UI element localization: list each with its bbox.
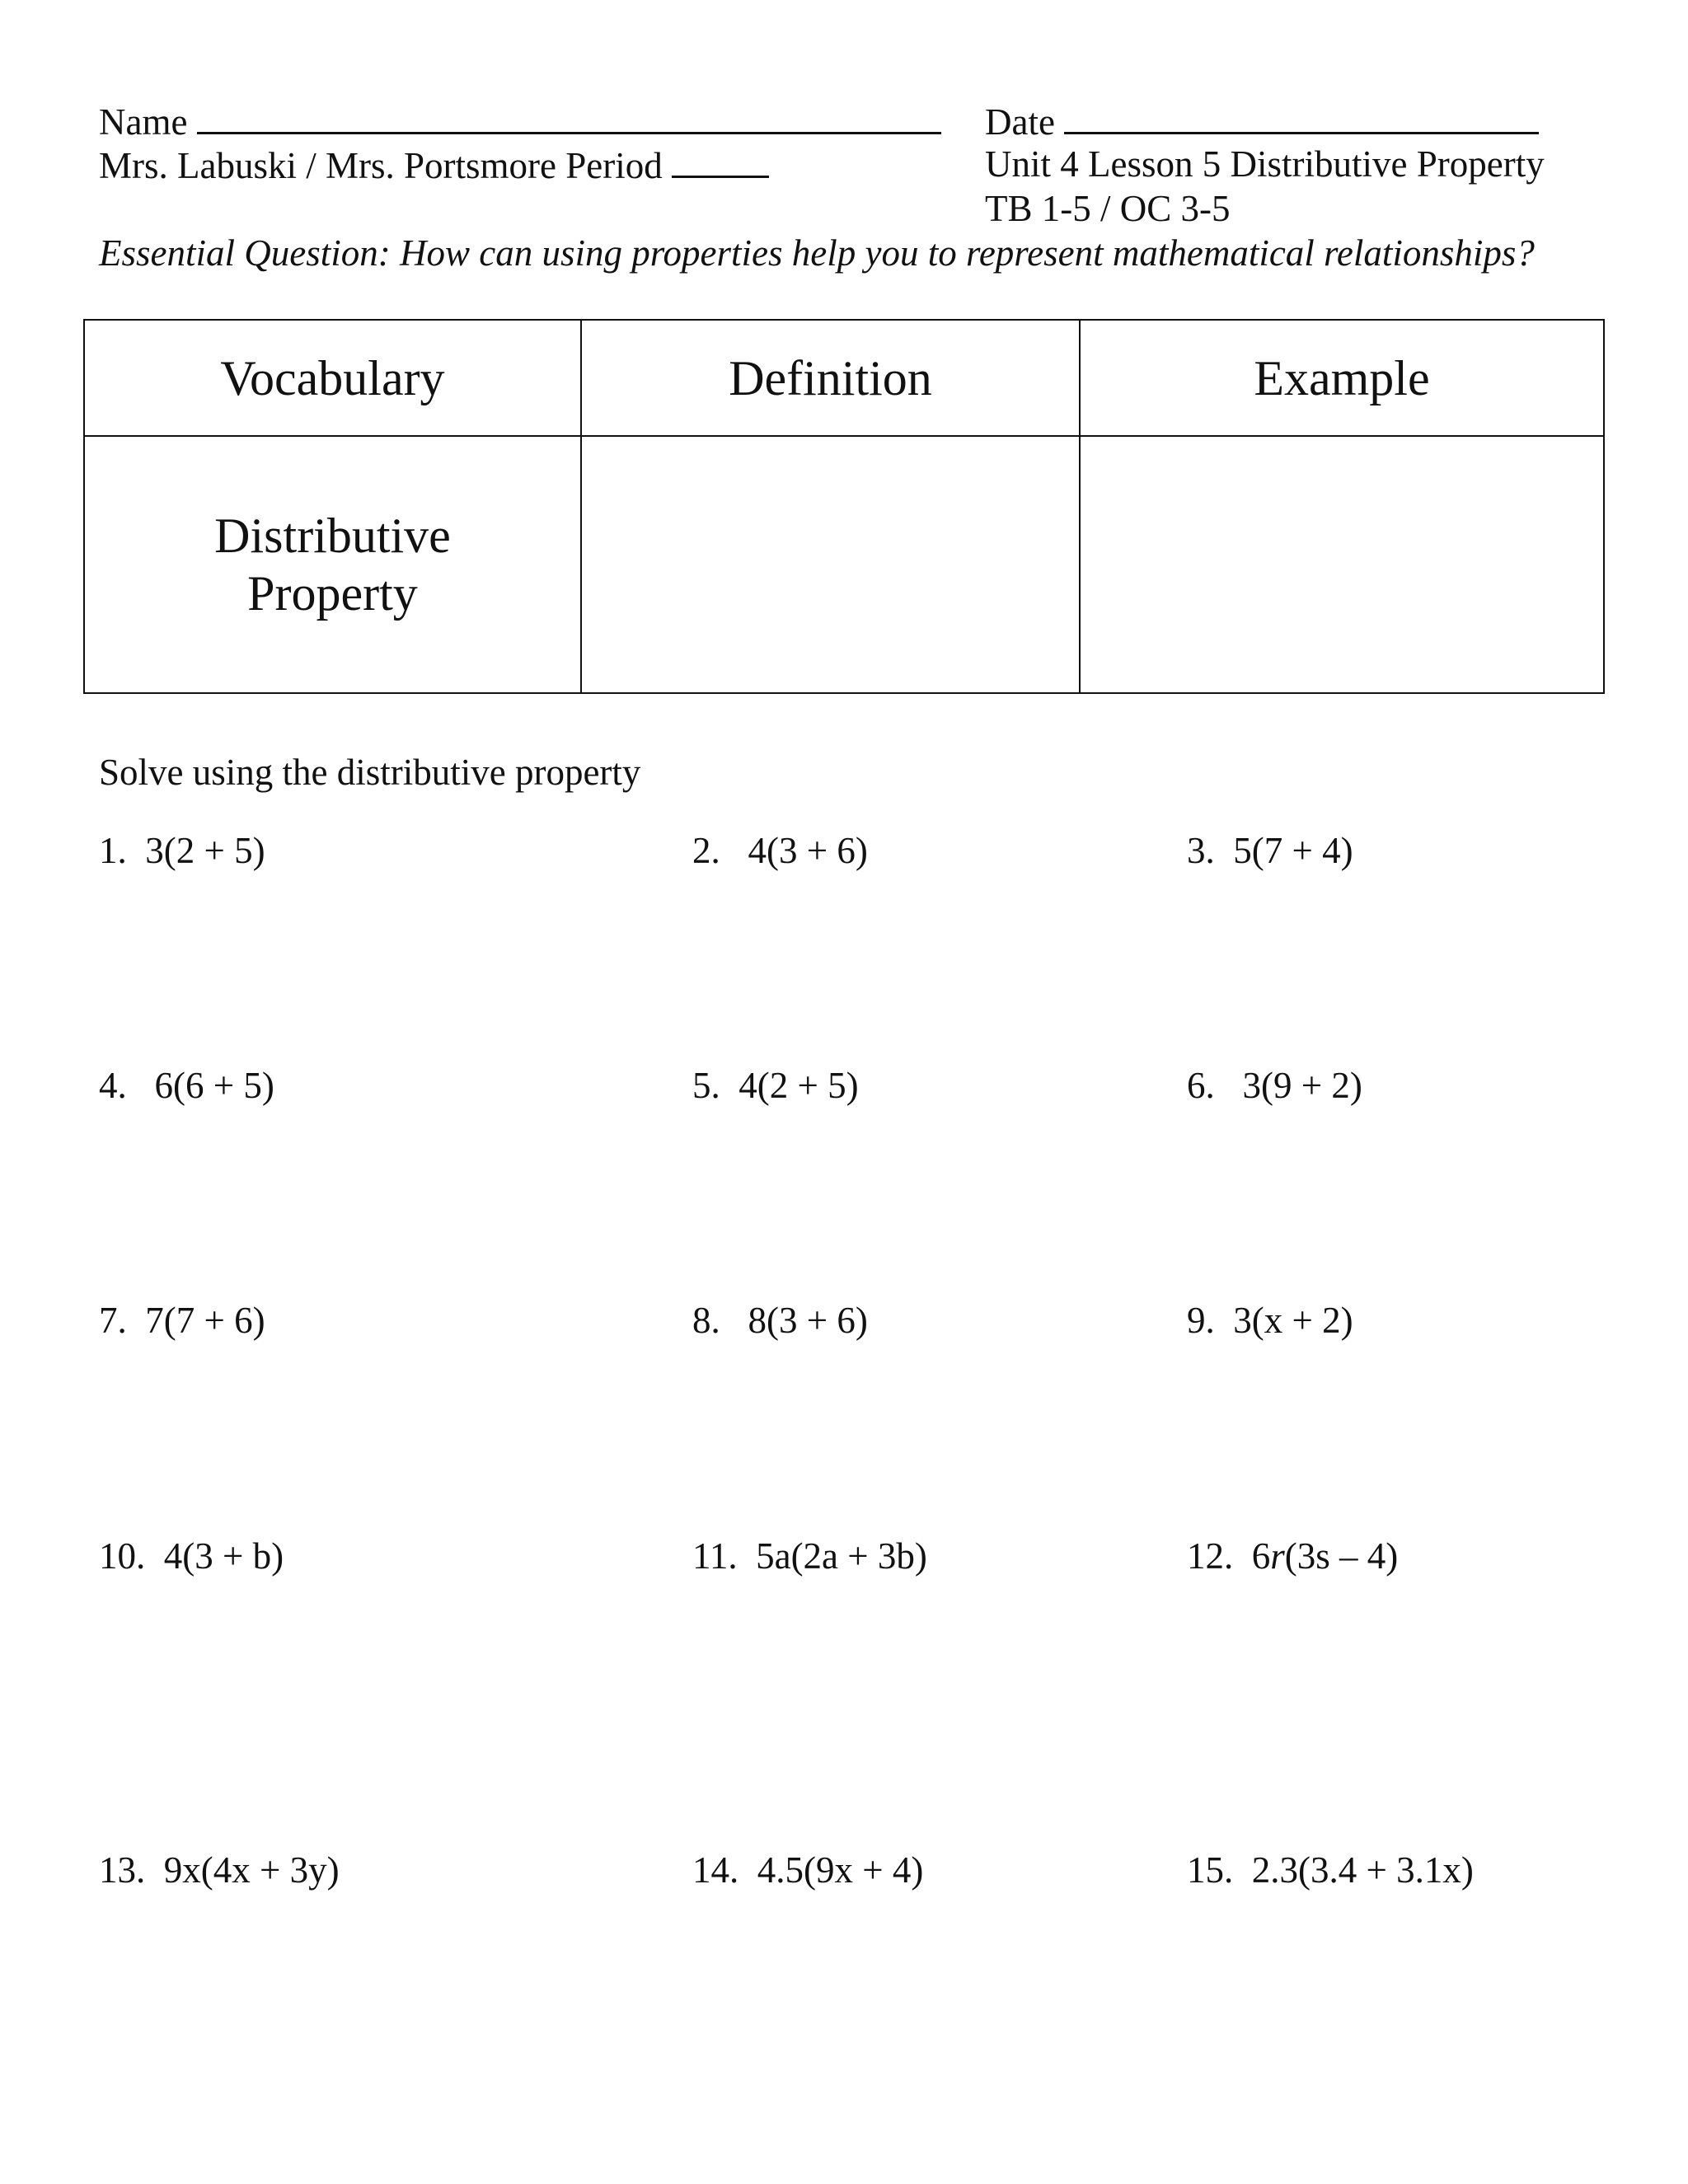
problem-number: 6. bbox=[1187, 1065, 1215, 1106]
problem-expression: 4(2 + 5) bbox=[738, 1065, 859, 1106]
definition-cell[interactable] bbox=[581, 436, 1080, 693]
expr-coefficient: 6 bbox=[1251, 1535, 1271, 1577]
name-blank[interactable] bbox=[197, 99, 941, 134]
problem-expression: 4(3 + 6) bbox=[748, 830, 868, 871]
problem-number: 8. bbox=[692, 1300, 720, 1341]
problem-number: 11. bbox=[692, 1535, 738, 1577]
date-field[interactable] bbox=[985, 99, 1539, 143]
problem-expression: 4(3 + b) bbox=[163, 1535, 284, 1577]
problem-expression: 3(x + 2) bbox=[1233, 1300, 1353, 1341]
problem-number: 2. bbox=[692, 830, 720, 871]
unit-title: Unit 4 Lesson 5 Distributive Property bbox=[985, 143, 1545, 185]
problem-number: 12. bbox=[1187, 1535, 1234, 1577]
problem-3 bbox=[1187, 829, 1353, 872]
problem-number: 5. bbox=[692, 1065, 720, 1106]
period-blank[interactable] bbox=[672, 143, 769, 178]
header-vocabulary: Vocabulary bbox=[84, 320, 581, 436]
vocab-term-cell bbox=[84, 436, 581, 693]
problem-expression: 3(9 + 2) bbox=[1242, 1065, 1362, 1106]
problem-number: 1. bbox=[99, 830, 127, 871]
example-cell[interactable] bbox=[1080, 436, 1604, 693]
problem-2 bbox=[692, 829, 868, 872]
table-row bbox=[84, 436, 1604, 693]
tb-oc-reference: TB 1-5 / OC 3-5 bbox=[985, 188, 1231, 229]
problem-expression: 5a(2a + 3b) bbox=[756, 1535, 927, 1577]
name-label: Name bbox=[99, 101, 188, 143]
problem-1 bbox=[99, 829, 265, 872]
problem-12 bbox=[1187, 1535, 1398, 1577]
teacher-period-line bbox=[99, 143, 769, 187]
problem-7 bbox=[99, 1299, 265, 1342]
vocab-term-line2: Property bbox=[247, 566, 418, 621]
problem-expression: 2.3(3.4 + 3.1x) bbox=[1251, 1849, 1474, 1891]
problem-expression bbox=[1252, 1535, 1399, 1577]
problem-13 bbox=[99, 1849, 340, 1891]
problem-expression: 8(3 + 6) bbox=[748, 1300, 868, 1341]
problem-number: 9. bbox=[1187, 1300, 1215, 1341]
teacher-period-label: Mrs. Labuski / Mrs. Portsmore Period bbox=[99, 145, 663, 186]
problem-number: 10. bbox=[99, 1535, 146, 1577]
problem-number: 15. bbox=[1187, 1849, 1234, 1891]
expr-group: (3s – 4) bbox=[1284, 1535, 1399, 1577]
problem-expression: 5(7 + 4) bbox=[1233, 830, 1353, 871]
date-blank[interactable] bbox=[1064, 99, 1539, 134]
problem-4 bbox=[99, 1064, 274, 1107]
problem-expression: 7(7 + 6) bbox=[145, 1300, 265, 1341]
vocabulary-table bbox=[83, 319, 1605, 694]
problem-expression: 9x(4x + 3y) bbox=[163, 1849, 340, 1891]
problem-11 bbox=[692, 1535, 927, 1577]
date-label: Date bbox=[985, 101, 1055, 143]
problem-number: 4. bbox=[99, 1065, 127, 1106]
problem-10 bbox=[99, 1535, 284, 1577]
expr-variable: r bbox=[1270, 1535, 1285, 1577]
problem-6 bbox=[1187, 1064, 1362, 1107]
table-header-row bbox=[84, 320, 1604, 436]
problem-number: 14. bbox=[692, 1849, 739, 1891]
header-example: Example bbox=[1080, 320, 1604, 436]
problem-8 bbox=[692, 1299, 868, 1342]
problem-9 bbox=[1187, 1299, 1353, 1342]
essential-question: Essential Question: How can using properties help you to represent mathematical relationships? bbox=[99, 232, 1535, 274]
header-definition: Definition bbox=[581, 320, 1080, 436]
instructions: Solve using the distributive property bbox=[99, 752, 641, 793]
problem-number: 7. bbox=[99, 1300, 127, 1341]
vocab-term-line1: Distributive bbox=[214, 509, 451, 563]
problem-15 bbox=[1187, 1849, 1474, 1891]
problem-expression: 3(2 + 5) bbox=[145, 830, 265, 871]
problem-expression: 6(6 + 5) bbox=[154, 1065, 274, 1106]
problem-number: 3. bbox=[1187, 830, 1215, 871]
problem-number: 13. bbox=[99, 1849, 146, 1891]
problem-14 bbox=[692, 1849, 923, 1891]
problem-expression: 4.5(9x + 4) bbox=[757, 1849, 924, 1891]
problem-5 bbox=[692, 1064, 859, 1107]
name-field[interactable] bbox=[99, 99, 941, 143]
